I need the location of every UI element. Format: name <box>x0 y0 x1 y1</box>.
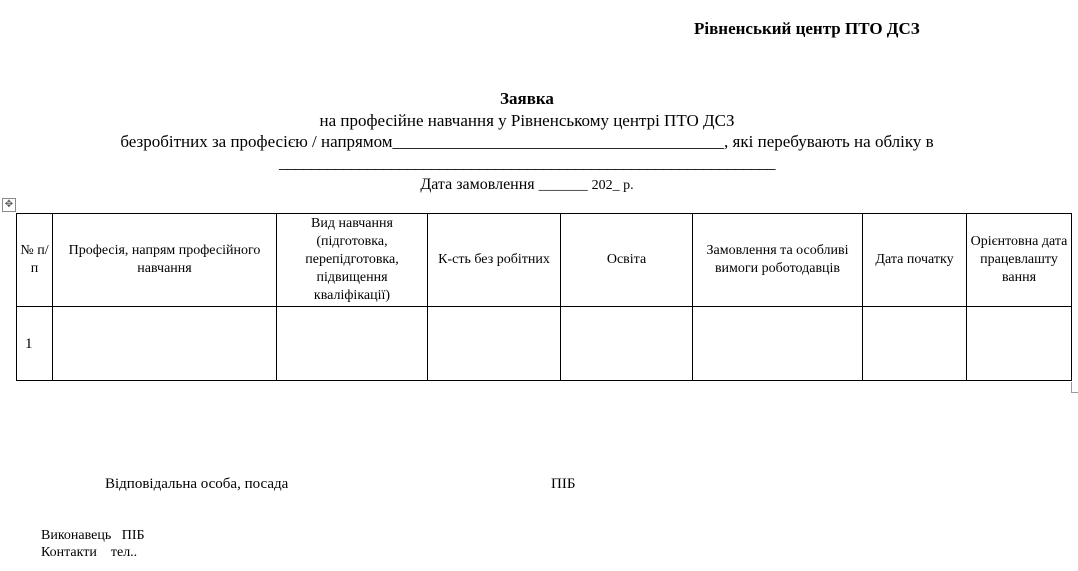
order-date-blank: _______ <box>538 178 588 193</box>
order-date-year: 202_ р. <box>591 178 634 193</box>
table-cell[interactable] <box>277 307 428 381</box>
header-unemployed-count: К-сть без робітних <box>428 214 561 307</box>
table-cell[interactable] <box>53 307 277 381</box>
order-date-line <box>0 176 1054 194</box>
header-education: Освіта <box>561 214 693 307</box>
header-employer-requirements: Замовлення та особливі вимоги роботодавців <box>693 214 863 307</box>
header-start-date: Дата початку <box>863 214 967 307</box>
executor-line: Виконавець ПІБ <box>41 528 145 543</box>
table-cell[interactable] <box>693 307 863 381</box>
order-date-label: Дата замовлення <box>420 176 539 193</box>
responsible-person-label: Відповідальна особа, посада <box>105 476 289 492</box>
contacts-line: Контакти тел.. <box>41 545 138 560</box>
document-subtitle-line2: безробітних за професією / напрямом_______________________________________, які перебувають на обліку в <box>120 132 934 151</box>
header-profession: Професія, напрям професійного навчання <box>53 214 277 307</box>
table-cell[interactable] <box>863 307 967 381</box>
pib-label: ПІБ <box>551 476 576 492</box>
header-employment-date: Орієнтовна дата працевлашту вання <box>967 214 1072 307</box>
document-subtitle-line1: на професійне навчання у Рівненському центрі ПТО ДСЗ <box>319 111 735 130</box>
table-header-row <box>17 214 1072 307</box>
table-cell[interactable] <box>561 307 693 381</box>
table-cell[interactable] <box>967 307 1072 381</box>
table-cell[interactable] <box>428 307 561 381</box>
header-number: № п/п <box>17 214 53 307</box>
table-row <box>17 307 1072 381</box>
request-table <box>16 213 1072 381</box>
document-blank-line: ______________________________________________________________ <box>279 153 775 172</box>
header-training-type: Вид навчання (підготовка, перепідготовка, підвищення кваліфікації) <box>277 214 428 307</box>
document-title: Заявка <box>500 89 554 108</box>
move-arrows-icon[interactable]: ✥ <box>2 198 16 212</box>
organization-name: Рівненський центр ПТО ДСЗ <box>694 19 920 38</box>
table-resize-handle[interactable] <box>1071 382 1078 393</box>
table-cell[interactable]: 1 <box>17 307 53 381</box>
